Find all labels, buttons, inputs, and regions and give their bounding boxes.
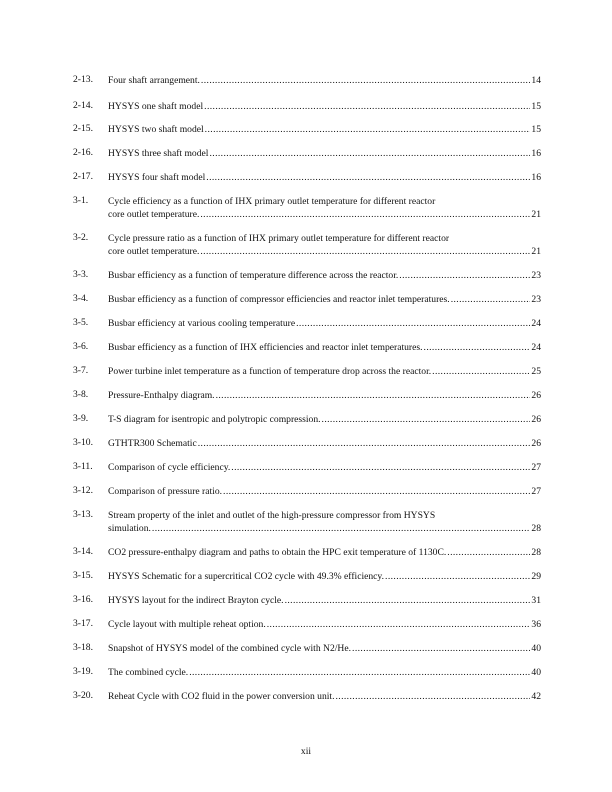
figure-title: HYSYS two shaft model: [108, 124, 204, 135]
page-ref: 28: [531, 547, 541, 558]
toc-entry[interactable]: [73, 618, 541, 631]
figure-title: HYSYS three shaft model: [108, 148, 209, 159]
figure-number: 2-16.: [73, 147, 93, 158]
dot-leader: [424, 341, 531, 354]
figure-number: 3-6.: [73, 341, 89, 352]
toc-entry[interactable]: [73, 485, 541, 498]
figure-title: Stream property of the inlet and outlet of the high-pressure compressor from HYSYS: [108, 510, 436, 521]
figure-number: 3-9.: [73, 413, 89, 424]
dot-leader: [189, 666, 530, 679]
page-ref: 24: [531, 318, 541, 329]
toc-entry[interactable]: [73, 666, 541, 679]
figure-title: Busbar efficiency as a function of compressor efficiencies and reactor inlet temperatures.: [108, 294, 450, 305]
figure-number: 3-19.: [73, 666, 93, 677]
figure-number: 3-8.: [73, 389, 89, 400]
page-ref: 31: [531, 595, 541, 606]
figure-number: 3-12.: [73, 485, 93, 496]
dot-leader: [206, 171, 530, 184]
toc-entry[interactable]: [73, 546, 541, 559]
dot-leader: [285, 594, 531, 607]
toc-entry[interactable]: [73, 594, 541, 607]
dot-leader: [432, 365, 530, 378]
dot-leader: [385, 570, 530, 583]
toc-entry[interactable]: [73, 317, 541, 330]
toc-entry[interactable]: [73, 461, 541, 474]
toc-entry[interactable]: [73, 147, 541, 160]
figure-title: core outlet temperature.: [108, 246, 200, 257]
toc-entry[interactable]: [73, 100, 541, 113]
figure-number: 2-17.: [73, 171, 93, 182]
page-ref: 26: [531, 390, 541, 401]
toc-entry[interactable]: [73, 413, 541, 426]
figure-number: 2-14.: [73, 100, 93, 111]
dot-leader: [296, 317, 530, 330]
dot-leader: [209, 147, 530, 160]
figure-title: Comparison of pressure ratio.: [108, 486, 223, 497]
dot-leader: [204, 100, 530, 113]
page-ref: 42: [531, 691, 541, 702]
dot-leader: [205, 123, 531, 136]
figure-title: core outlet temperature.: [108, 209, 200, 220]
page-ref: 15: [531, 124, 541, 135]
dot-leader: [198, 437, 531, 450]
page-ref: 40: [531, 667, 541, 678]
dot-leader: [200, 245, 530, 258]
page-ref: 14: [531, 75, 541, 86]
figure-title: The combined cycle.: [108, 667, 189, 678]
figure-title: Comparison of cycle efficiency.: [108, 462, 231, 473]
page-ref: 16: [531, 148, 541, 159]
dot-leader: [152, 522, 531, 535]
toc-entry[interactable]: [73, 232, 541, 258]
dot-leader: [201, 74, 530, 87]
page-ref: 36: [531, 619, 541, 630]
toc-entry[interactable]: [73, 341, 541, 354]
figure-number: 2-15.: [73, 123, 93, 134]
toc-entry[interactable]: [73, 123, 541, 136]
figure-number: 3-20.: [73, 690, 93, 701]
dot-leader: [322, 413, 531, 426]
figure-title: T-S diagram for isentropic and polytropic compression.: [108, 414, 321, 425]
page-ref: 23: [531, 270, 541, 281]
figure-number: 2-13.: [73, 74, 93, 85]
figure-number: 3-15.: [73, 570, 93, 581]
page-ref: 28: [531, 523, 541, 534]
figure-number: 3-18.: [73, 642, 93, 653]
figure-title: Busbar efficiency at various cooling temperature: [108, 318, 296, 329]
toc-entry[interactable]: [73, 570, 541, 583]
figure-title: simulation.: [108, 523, 151, 534]
page-ref: 24: [531, 342, 541, 353]
figure-number: 3-5.: [73, 317, 89, 328]
figure-title: HYSYS one shaft model: [108, 101, 204, 112]
dot-leader: [399, 269, 530, 282]
dot-leader: [447, 546, 530, 559]
figure-number: 3-1.: [73, 195, 89, 206]
figure-title: HYSYS Schematic for a supercritical CO2 cycle with 49.3% efficiency.: [108, 571, 385, 582]
page-ref: 23: [531, 294, 541, 305]
toc-entry[interactable]: [73, 437, 541, 450]
toc-entry[interactable]: [73, 195, 541, 221]
toc-entry[interactable]: [73, 365, 541, 378]
page-ref: 29: [531, 571, 541, 582]
dot-leader: [231, 461, 530, 474]
figure-number: 3-4.: [73, 293, 89, 304]
figure-title: HYSYS four shaft model: [108, 172, 206, 183]
page-ref: 26: [531, 438, 541, 449]
figure-number: 3-10.: [73, 437, 93, 448]
figure-number: 3-3.: [73, 269, 89, 280]
page-ref: 26: [531, 414, 541, 425]
dot-leader: [335, 690, 530, 703]
dot-leader: [200, 208, 530, 221]
figure-title: Cycle efficiency as a function of IHX primary outlet temperature for different reactor: [108, 196, 436, 207]
dot-leader: [352, 642, 530, 655]
figure-title: Reheat Cycle with CO2 fluid in the power conversion unit.: [108, 691, 335, 702]
toc-entry[interactable]: [73, 690, 541, 703]
figure-number: 3-11.: [73, 461, 93, 472]
figure-number: 3-16.: [73, 594, 93, 605]
dot-leader: [267, 618, 531, 631]
figure-number: 3-2.: [73, 232, 89, 243]
page-number: xii: [300, 746, 312, 757]
figure-title: CO2 pressure-enthalpy diagram and paths to obtain the HPC exit temperature of 1130C.: [108, 547, 447, 558]
page-ref: 25: [531, 366, 541, 377]
figure-number: 3-13.: [73, 509, 93, 520]
dot-leader: [451, 293, 531, 306]
figure-title: Cycle pressure ratio as a function of IHX primary outlet temperature for different reactor: [108, 233, 450, 244]
figure-title: Four shaft arrangement.: [108, 75, 200, 86]
figure-title: Power turbine inlet temperature as a function of temperature drop across the reactor.: [108, 366, 432, 377]
toc-entry[interactable]: [73, 509, 541, 535]
figure-number: 3-7.: [73, 365, 89, 376]
figure-title: GTHTR300 Schematic: [108, 438, 197, 449]
figure-title: HYSYS layout for the indirect Brayton cycle.: [108, 595, 284, 606]
toc-entry[interactable]: [73, 74, 541, 87]
figure-number: 3-17.: [73, 618, 93, 629]
toc-entry[interactable]: [73, 293, 541, 306]
dot-leader: [216, 389, 531, 402]
page-ref: 16: [531, 172, 541, 183]
page-ref: 27: [531, 486, 541, 497]
figure-title: Cycle layout with multiple reheat option.: [108, 619, 266, 630]
toc-entry[interactable]: [73, 642, 541, 655]
page-ref: 40: [531, 643, 541, 654]
figure-title: Busbar efficiency as a function of temperature difference across the reactor.: [108, 270, 399, 281]
page-ref: 21: [531, 246, 541, 257]
toc-entry[interactable]: [73, 269, 541, 282]
figure-title: Busbar efficiency as a function of IHX efficiencies and reactor inlet temperatures.: [108, 342, 423, 353]
figure-title: Snapshot of HYSYS model of the combined cycle with N2/He.: [108, 643, 352, 654]
figure-number: 3-14.: [73, 546, 93, 557]
dot-leader: [223, 485, 530, 498]
toc-entry[interactable]: [73, 389, 541, 402]
page-ref: 21: [531, 209, 541, 220]
page-ref: 15: [531, 101, 541, 112]
figure-title: Pressure-Enthalpy diagram.: [108, 390, 215, 401]
toc-entry[interactable]: [73, 171, 541, 184]
page-ref: 27: [531, 462, 541, 473]
